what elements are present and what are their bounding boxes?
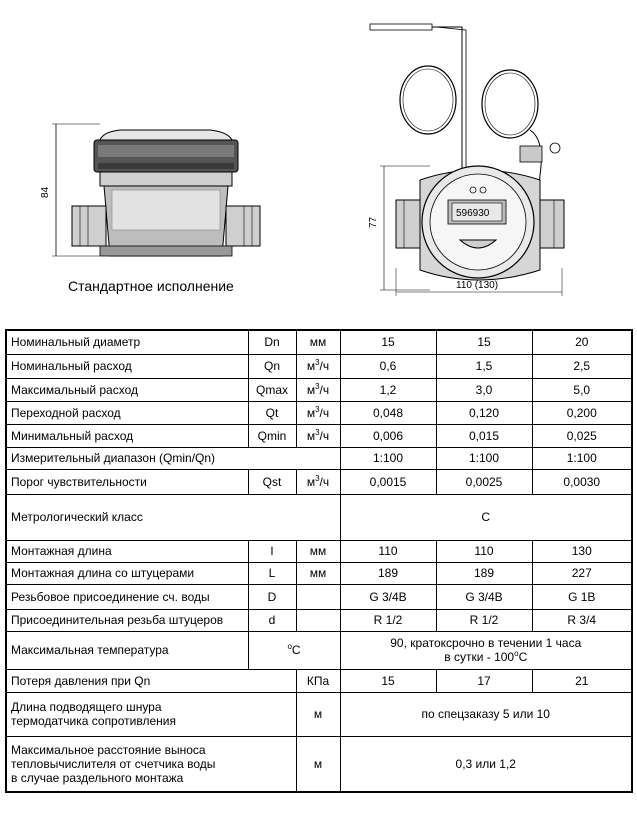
standard-meter-drawing	[52, 124, 260, 256]
row-name: Порог чувствительности	[6, 469, 248, 494]
row-unit: $^o$C	[248, 631, 340, 669]
row-value-1: 1:100	[340, 447, 436, 469]
row-value-3: 2,5	[532, 354, 632, 378]
row-symbol: D	[248, 584, 296, 609]
row-merged-value: по спецзаказу 5 или 10	[340, 692, 632, 736]
table-row	[6, 562, 632, 584]
table-row	[6, 401, 632, 424]
row-value-2: 189	[436, 562, 532, 584]
row-value-2: 0,0025	[436, 469, 532, 494]
row-name: Метрологический класс	[6, 494, 340, 540]
row-unit	[296, 584, 340, 609]
row-value-3: 0,200	[532, 401, 632, 424]
row-unit: $м^3/ч$	[296, 401, 340, 424]
row-symbol: l	[248, 540, 296, 562]
row-value-3: 1:100	[532, 447, 632, 469]
table-row	[6, 540, 632, 562]
row-value-3: 21	[532, 669, 632, 692]
row-value-3: 0,0030	[532, 469, 632, 494]
row-unit: $м^3/ч$	[296, 424, 340, 447]
height-77-label: 77	[368, 216, 379, 228]
table-row	[6, 424, 632, 447]
row-unit: мм	[296, 562, 340, 584]
table-row	[6, 330, 632, 354]
row-value-1: G 3/4B	[340, 584, 436, 609]
row-value-1: 189	[340, 562, 436, 584]
row-value-1: 15	[340, 669, 436, 692]
row-name: Максимальная температура	[6, 631, 248, 669]
row-unit: $м^3/ч$	[296, 378, 340, 401]
row-value-2: 1,5	[436, 354, 532, 378]
row-unit: мм	[296, 330, 340, 354]
row-value-2: 15	[436, 330, 532, 354]
row-value-1: 1,2	[340, 378, 436, 401]
row-name-line: Максимальное расстояние выноса	[11, 742, 206, 757]
row-value-3: 0,025	[532, 424, 632, 447]
row-name	[6, 692, 296, 736]
row-name: Присоединительная резьба штуцеров	[6, 609, 248, 631]
row-unit: $м^3/ч$	[296, 469, 340, 494]
table-row	[6, 378, 632, 401]
row-unit: КПа	[296, 669, 340, 692]
row-value-1: 15	[340, 330, 436, 354]
row-value-1: 0,6	[340, 354, 436, 378]
temperature-line-2: в сутки - 100$^o$C	[444, 649, 528, 664]
row-name: Минимальный расход	[6, 424, 248, 447]
row-name: Монтажная длина	[6, 540, 248, 562]
table-row	[6, 584, 632, 609]
table-row	[6, 447, 632, 469]
row-value-1: 110	[340, 540, 436, 562]
row-name-line: в случае раздельного монтажа	[11, 770, 184, 785]
standard-version-caption: Стандартное исполнение	[68, 278, 234, 294]
width-110-label: 110 (130)	[456, 280, 499, 291]
row-name: Потеря давления при Qn	[6, 669, 296, 692]
row-symbol: L	[248, 562, 296, 584]
row-unit	[296, 609, 340, 631]
row-value-2: 110	[436, 540, 532, 562]
row-name: Монтажная длина со штуцерами	[6, 562, 248, 584]
table-row	[6, 736, 632, 792]
table-row	[6, 494, 632, 540]
row-symbol: Dn	[248, 330, 296, 354]
row-value-1: 0,006	[340, 424, 436, 447]
row-symbol: Qn	[248, 354, 296, 378]
row-value-3: 5,0	[532, 378, 632, 401]
table-row	[6, 469, 632, 494]
row-unit: м	[296, 736, 340, 792]
row-value-3: R 3/4	[532, 609, 632, 631]
row-name-line: Длина подводящего шнура	[11, 700, 162, 714]
meter-drawings-svg	[0, 0, 637, 325]
row-value-2: R 1/2	[436, 609, 532, 631]
row-value-3: 20	[532, 330, 632, 354]
display-readout: 596930	[456, 208, 490, 219]
row-unit: мм	[296, 540, 340, 562]
row-symbol: Qst	[248, 469, 296, 494]
row-unit: $м^3/ч$	[296, 354, 340, 378]
row-value-2: 17	[436, 669, 532, 692]
row-name: Резьбовое присоединение сч. воды	[6, 584, 248, 609]
row-value-2: 0,015	[436, 424, 532, 447]
row-name-line: термодатчика сопротивления	[11, 714, 176, 728]
table-row	[6, 669, 632, 692]
row-name: Переходной расход	[6, 401, 248, 424]
row-name: Номинальный расход	[6, 354, 248, 378]
heat-meter-drawing	[370, 24, 564, 296]
row-symbol: Qt	[248, 401, 296, 424]
technical-drawings	[0, 0, 637, 325]
table-row	[6, 631, 632, 669]
row-symbol: d	[248, 609, 296, 631]
row-value-1: 0,048	[340, 401, 436, 424]
height-84-label: 84	[40, 186, 51, 198]
row-name	[6, 736, 296, 792]
row-value-1: R 1/2	[340, 609, 436, 631]
row-value-1: 0,0015	[340, 469, 436, 494]
row-name: Максимальный расход	[6, 378, 248, 401]
spec-table-body	[6, 330, 632, 792]
row-value-2: 1:100	[436, 447, 532, 469]
table-row	[6, 609, 632, 631]
row-merged-value: C	[340, 494, 632, 540]
row-symbol: Qmin	[248, 424, 296, 447]
temperature-line-1: 90, кратоксрочно в течении 1 часа	[390, 636, 582, 650]
row-value-3: 130	[532, 540, 632, 562]
row-name: Измерительный диапазон (Qmin/Qn)	[6, 447, 340, 469]
row-value-3: 227	[532, 562, 632, 584]
row-name: Номинальный диаметр	[6, 330, 248, 354]
row-merged-value: 0,3 или 1,2	[340, 736, 632, 792]
row-name-line: тепловычислителя от счетчика воды	[11, 756, 216, 771]
table-row	[6, 692, 632, 736]
row-merged-value	[340, 631, 632, 669]
row-symbol: Qmax	[248, 378, 296, 401]
row-unit: м	[296, 692, 340, 736]
row-value-2: 3,0	[436, 378, 532, 401]
row-value-2: G 3/4B	[436, 584, 532, 609]
row-value-2: 0,120	[436, 401, 532, 424]
spec-table	[5, 329, 633, 793]
row-value-3: G 1B	[532, 584, 632, 609]
table-row	[6, 354, 632, 378]
